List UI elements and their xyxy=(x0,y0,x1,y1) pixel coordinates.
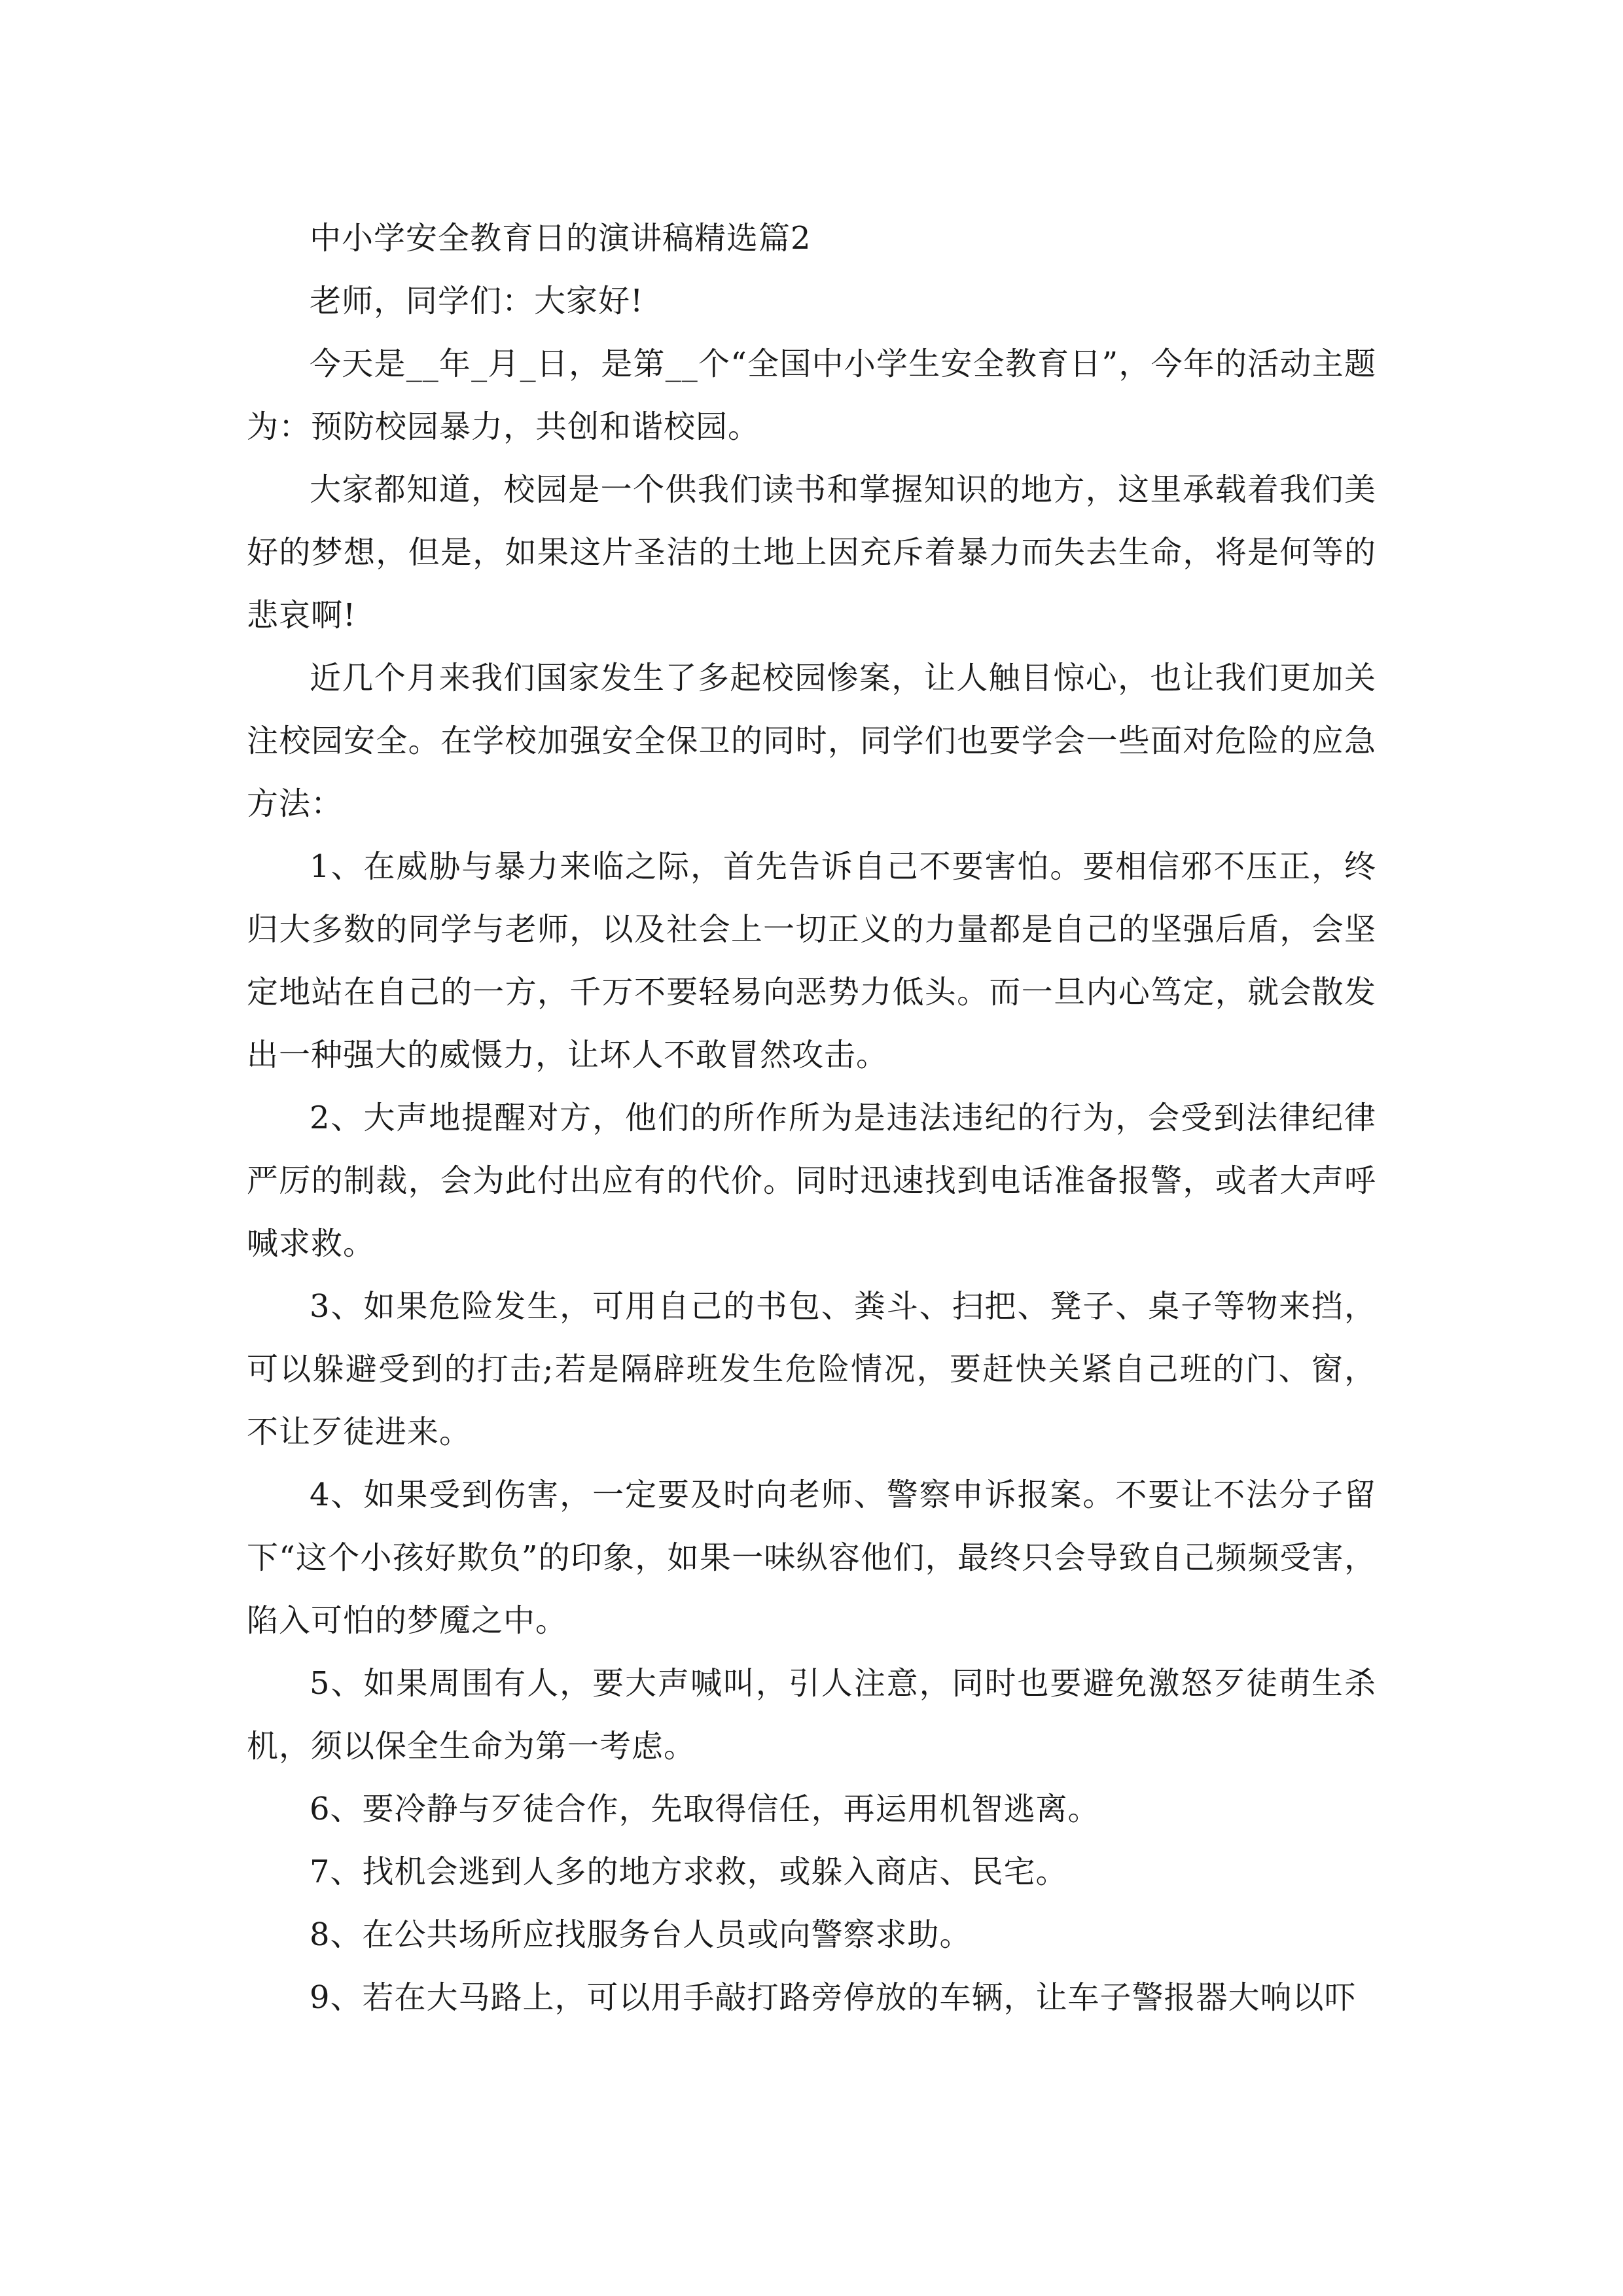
list-item-7: 7、找机会逃到人多的地方求救，或躲入商店、民宅。 xyxy=(310,1854,1068,1890)
paragraph-campus: 大家都知道，校园是一个供我们读书和掌握知识的地方，这里承载着我们美好的梦想，但是，如果这片圣洁的土地上因充斥着暴力而失去生命，将是何等的悲哀啊! xyxy=(247,471,1376,634)
greeting-line: 老师，同学们：大家好! xyxy=(310,283,644,319)
list-item-4: 4、如果受到伤害，一定要及时向老师、警察申诉报案。不要让不法分子留下“这个小孩好欺负”的印象，如果一味纵容他们，最终只会导致自己频频受害，陷入可怕的梦魇之中。 xyxy=(247,1477,1376,1639)
document-title: 中小学安全教育日的演讲稿精选篇2 xyxy=(310,220,812,257)
paragraph-intro: 今天是__年_月_日，是第__个“全国中小学生安全教育日”，今年的活动主题为：预防校园暴力，共创和谐校园。 xyxy=(247,346,1376,445)
list-item-3: 3、如果危险发生，可用自己的书包、粪斗、扫把、凳子、桌子等物来挡，可以躲避受到的打击;若是隔辟班发生危险情况，要赶快关紧自己班的门、窗，不让歹徒进来。 xyxy=(247,1288,1376,1450)
list-item-9: 9、若在大马路上，可以用手敲打路旁停放的车辆，让车子警报器大响以吓 xyxy=(310,1979,1357,2016)
paragraph-recent-incidents: 近几个月来我们国家发生了多起校园惨案，让人触目惊心，也让我们更加关注校园安全。在学校加强安全保卫的同时，同学们也要学会一些面对危险的应急方法： xyxy=(247,660,1376,822)
document-body xyxy=(247,207,1376,2029)
list-item-8: 8、在公共场所应找服务台人员或向警察求助。 xyxy=(310,1916,972,1953)
list-item-5: 5、如果周围有人，要大声喊叫，引人注意，同时也要避免激怒歹徒萌生杀机，须以保全生命为第一考虑。 xyxy=(247,1665,1376,1765)
list-item-2: 2、大声地提醒对方，他们的所作所为是违法违纪的行为，会受到法律纪律严厉的制裁，会为此付出应有的代价。同时迅速找到电话准备报警，或者大声呼喊求救。 xyxy=(247,1100,1376,1262)
list-item-6: 6、要冷静与歹徒合作，先取得信任，再运用机智逃离。 xyxy=(310,1791,1100,1827)
list-item-1: 1、在威胁与暴力来临之际，首先告诉自己不要害怕。要相信邪不压正，终归大多数的同学与老师，以及社会上一切正义的力量都是自己的坚强后盾，会坚定地站在自己的一方，千万不要轻易向恶势力低头。而一旦内心笃定，就会散发出一种强大的威慑力，让坏人不敢冒然攻击。 xyxy=(247,848,1376,1073)
